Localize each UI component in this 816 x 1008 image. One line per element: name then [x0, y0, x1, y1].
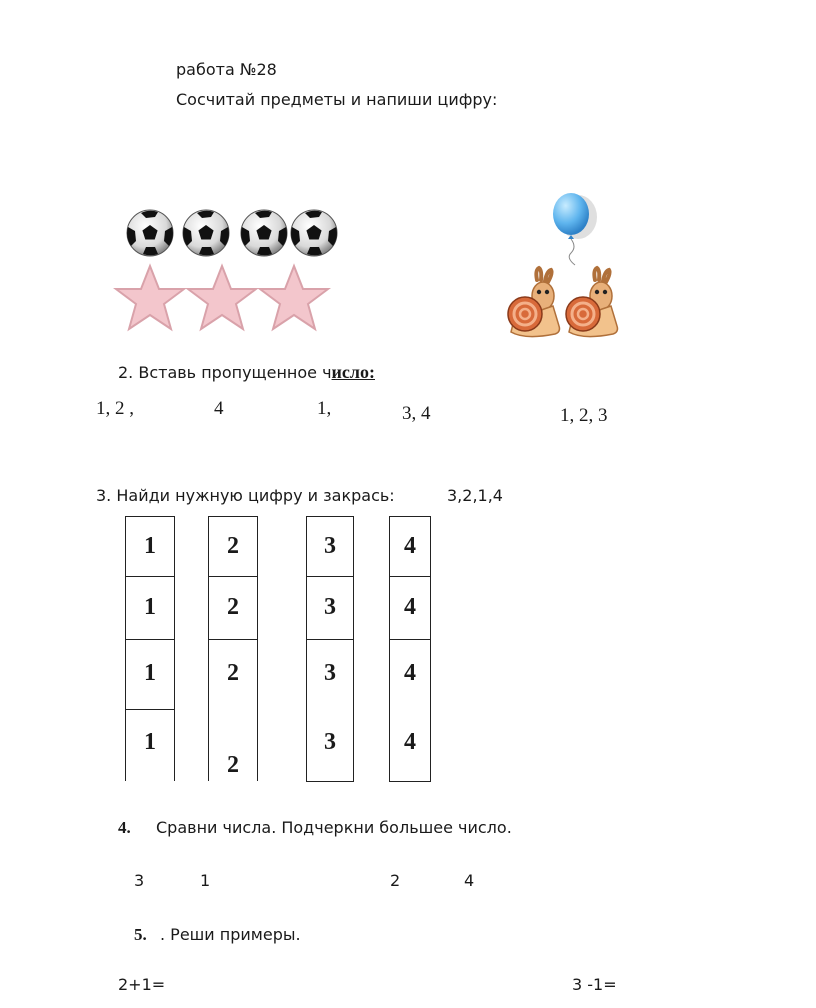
column-2-cell[interactable]: 2: [227, 594, 239, 620]
snail-icon: [566, 268, 618, 337]
star-icon: [116, 266, 184, 329]
soccer-ball-icon: [241, 210, 287, 256]
column-1-cell[interactable]: 1: [144, 660, 156, 686]
compare-number[interactable]: 2: [390, 871, 401, 890]
task2-title-prefix: 2. Вставь пропущенное ч: [118, 363, 332, 382]
math-example[interactable]: 2+1=: [118, 975, 166, 994]
task5-title: . Реши примеры.: [160, 925, 301, 944]
star-icon: [188, 266, 256, 329]
compare-number[interactable]: 3: [134, 871, 145, 890]
column-4-cell[interactable]: 4: [404, 729, 416, 755]
column-4-cell[interactable]: 4: [404, 533, 416, 559]
number-column-2: [208, 516, 258, 781]
objects-right-group: [495, 190, 625, 350]
sequence-1: 1, 2 ,: [96, 398, 134, 419]
column-3-cell[interactable]: 3: [324, 594, 336, 620]
objects-left-group: [110, 200, 350, 350]
number-column-3: [306, 516, 354, 782]
sequence-4: 3, 4: [402, 403, 431, 424]
math-example[interactable]: 3 -1=: [572, 975, 617, 994]
number-column-1: [125, 516, 175, 781]
compare-number[interactable]: 4: [464, 871, 475, 890]
column-3-cell[interactable]: 3: [324, 729, 336, 755]
column-4-cell[interactable]: 4: [404, 660, 416, 686]
task4-number: 4.: [118, 818, 131, 837]
task3-target-order: 3,2,1,4: [447, 486, 503, 505]
balloon-icon: [553, 193, 597, 265]
task1-instruction: Сосчитай предметы и напиши цифру:: [176, 90, 498, 109]
sequence-3: 1,: [317, 398, 332, 419]
task5-number: 5.: [134, 925, 147, 944]
work-title: работа №28: [176, 60, 277, 79]
column-4-cell[interactable]: 4: [404, 594, 416, 620]
column-1-cell[interactable]: 1: [144, 533, 156, 559]
column-1-cell[interactable]: 1: [144, 594, 156, 620]
task2-title-underlined: исло:: [331, 362, 375, 382]
column-2-cell[interactable]: 2: [227, 660, 239, 686]
soccer-ball-icon: [291, 210, 337, 256]
column-2-cell[interactable]: 2: [227, 533, 239, 559]
column-3-cell[interactable]: 3: [324, 660, 336, 686]
soccer-ball-icon: [127, 210, 173, 256]
compare-number[interactable]: 1: [200, 871, 211, 890]
soccer-ball-icon: [183, 210, 229, 256]
star-icon: [260, 266, 328, 329]
task3-title: 3. Найди нужную цифру и закрась:: [96, 486, 395, 505]
task2-title: [118, 362, 375, 383]
column-3-cell[interactable]: 3: [324, 533, 336, 559]
snail-icon: [508, 268, 560, 337]
sequence-2: 4: [214, 398, 224, 419]
number-column-4: [389, 516, 431, 782]
column-1-cell[interactable]: 1: [144, 729, 156, 755]
column-2-cell[interactable]: 2: [227, 752, 239, 778]
task4-title: Сравни числа. Подчеркни большее число.: [156, 818, 512, 837]
sequence-5: 1, 2, 3: [560, 405, 608, 426]
